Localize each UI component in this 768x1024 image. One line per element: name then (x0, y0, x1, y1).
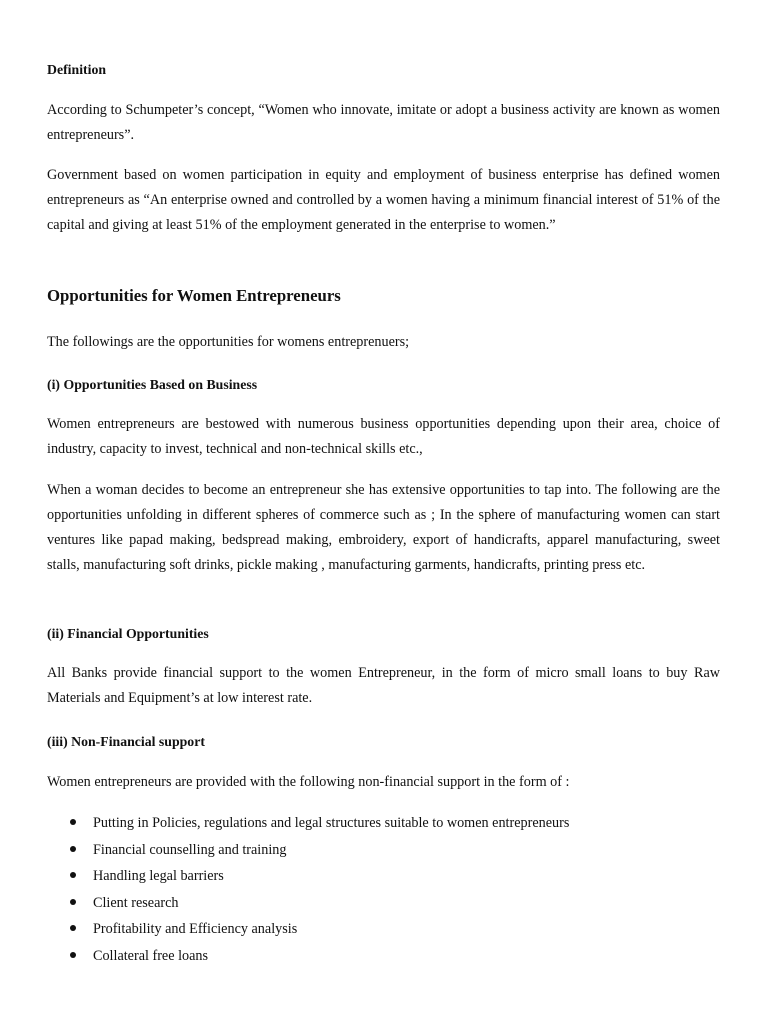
government-definition-paragraph: Government based on women participation in equity and employment of business enterprise has defined women entrepreneurs as “An enterprise owned and controlled by a women having a minimum financial interest of 51% of the capital and giving at least 51% of the employment generated in the enterprise to women.” (47, 167, 720, 233)
bullet-icon (70, 925, 76, 931)
bullet-icon (70, 846, 76, 852)
list-item (47, 918, 720, 945)
list-item-text: Profitability and Efficiency analysis (93, 921, 298, 938)
bullet-icon (70, 819, 76, 825)
financial-opportunities-heading: (ii) Financial Opportunities (47, 626, 209, 641)
definition-heading: Definition (47, 62, 107, 77)
business-opportunities-paragraph-2: When a woman decides to become an entrepreneur she has extensive opportunities to tap into. The following are the opportunities unfolding in different spheres of commerce such as ; In the sphere of manufacturing women can start ventures like papad making, bedspread making, embroidery, export of handicrafts, apparel manufacturing, sweet stalls, manufacturing soft drinks, pickle making , manufacturing garments, handicrafts, printing press etc. (47, 482, 720, 573)
list-item (47, 945, 720, 972)
list-item-text: Financial counselling and training (93, 841, 287, 858)
list-item-text: Handling legal barriers (93, 868, 224, 885)
business-opportunities-paragraph-1: Women entrepreneurs are bestowed with numerous business opportunities depending upon their area, choice of industry, capacity to invest, technical and non-technical skills etc., (47, 416, 720, 457)
business-opportunities-heading: (i) Opportunities Based on Business (47, 377, 258, 392)
opportunities-intro: The followings are the opportunities for womens entreprenuers; (47, 334, 410, 350)
bullet-icon (70, 872, 76, 878)
financial-opportunities-paragraph: All Banks provide financial support to the women Entrepreneur, in the form of micro small loans to buy Raw Materials and Equipment’s at low interest rate. (47, 665, 720, 706)
list-item (47, 865, 720, 892)
non-financial-support-intro: Women entrepreneurs are provided with the following non-financial support in the form of : (47, 774, 570, 790)
non-financial-support-list (47, 812, 720, 972)
list-item-text: Putting in Policies, regulations and legal structures suitable to women entrepreneurs (93, 815, 570, 831)
bullet-icon (70, 899, 76, 905)
list-item-text: Client research (93, 894, 179, 911)
list-item (47, 839, 720, 866)
list-item-text: Collateral free loans (93, 947, 209, 964)
non-financial-support-heading: (iii) Non-Financial support (47, 734, 205, 749)
list-item (47, 892, 720, 919)
list-item (47, 812, 720, 839)
opportunities-heading: Opportunities for Women Entrepreneurs (47, 286, 341, 305)
schumpeter-paragraph: According to Schumpeter’s concept, “Women who innovate, imitate or adopt a business activity are known as women entrepreneurs”. (47, 102, 720, 143)
bullet-icon (70, 952, 76, 958)
